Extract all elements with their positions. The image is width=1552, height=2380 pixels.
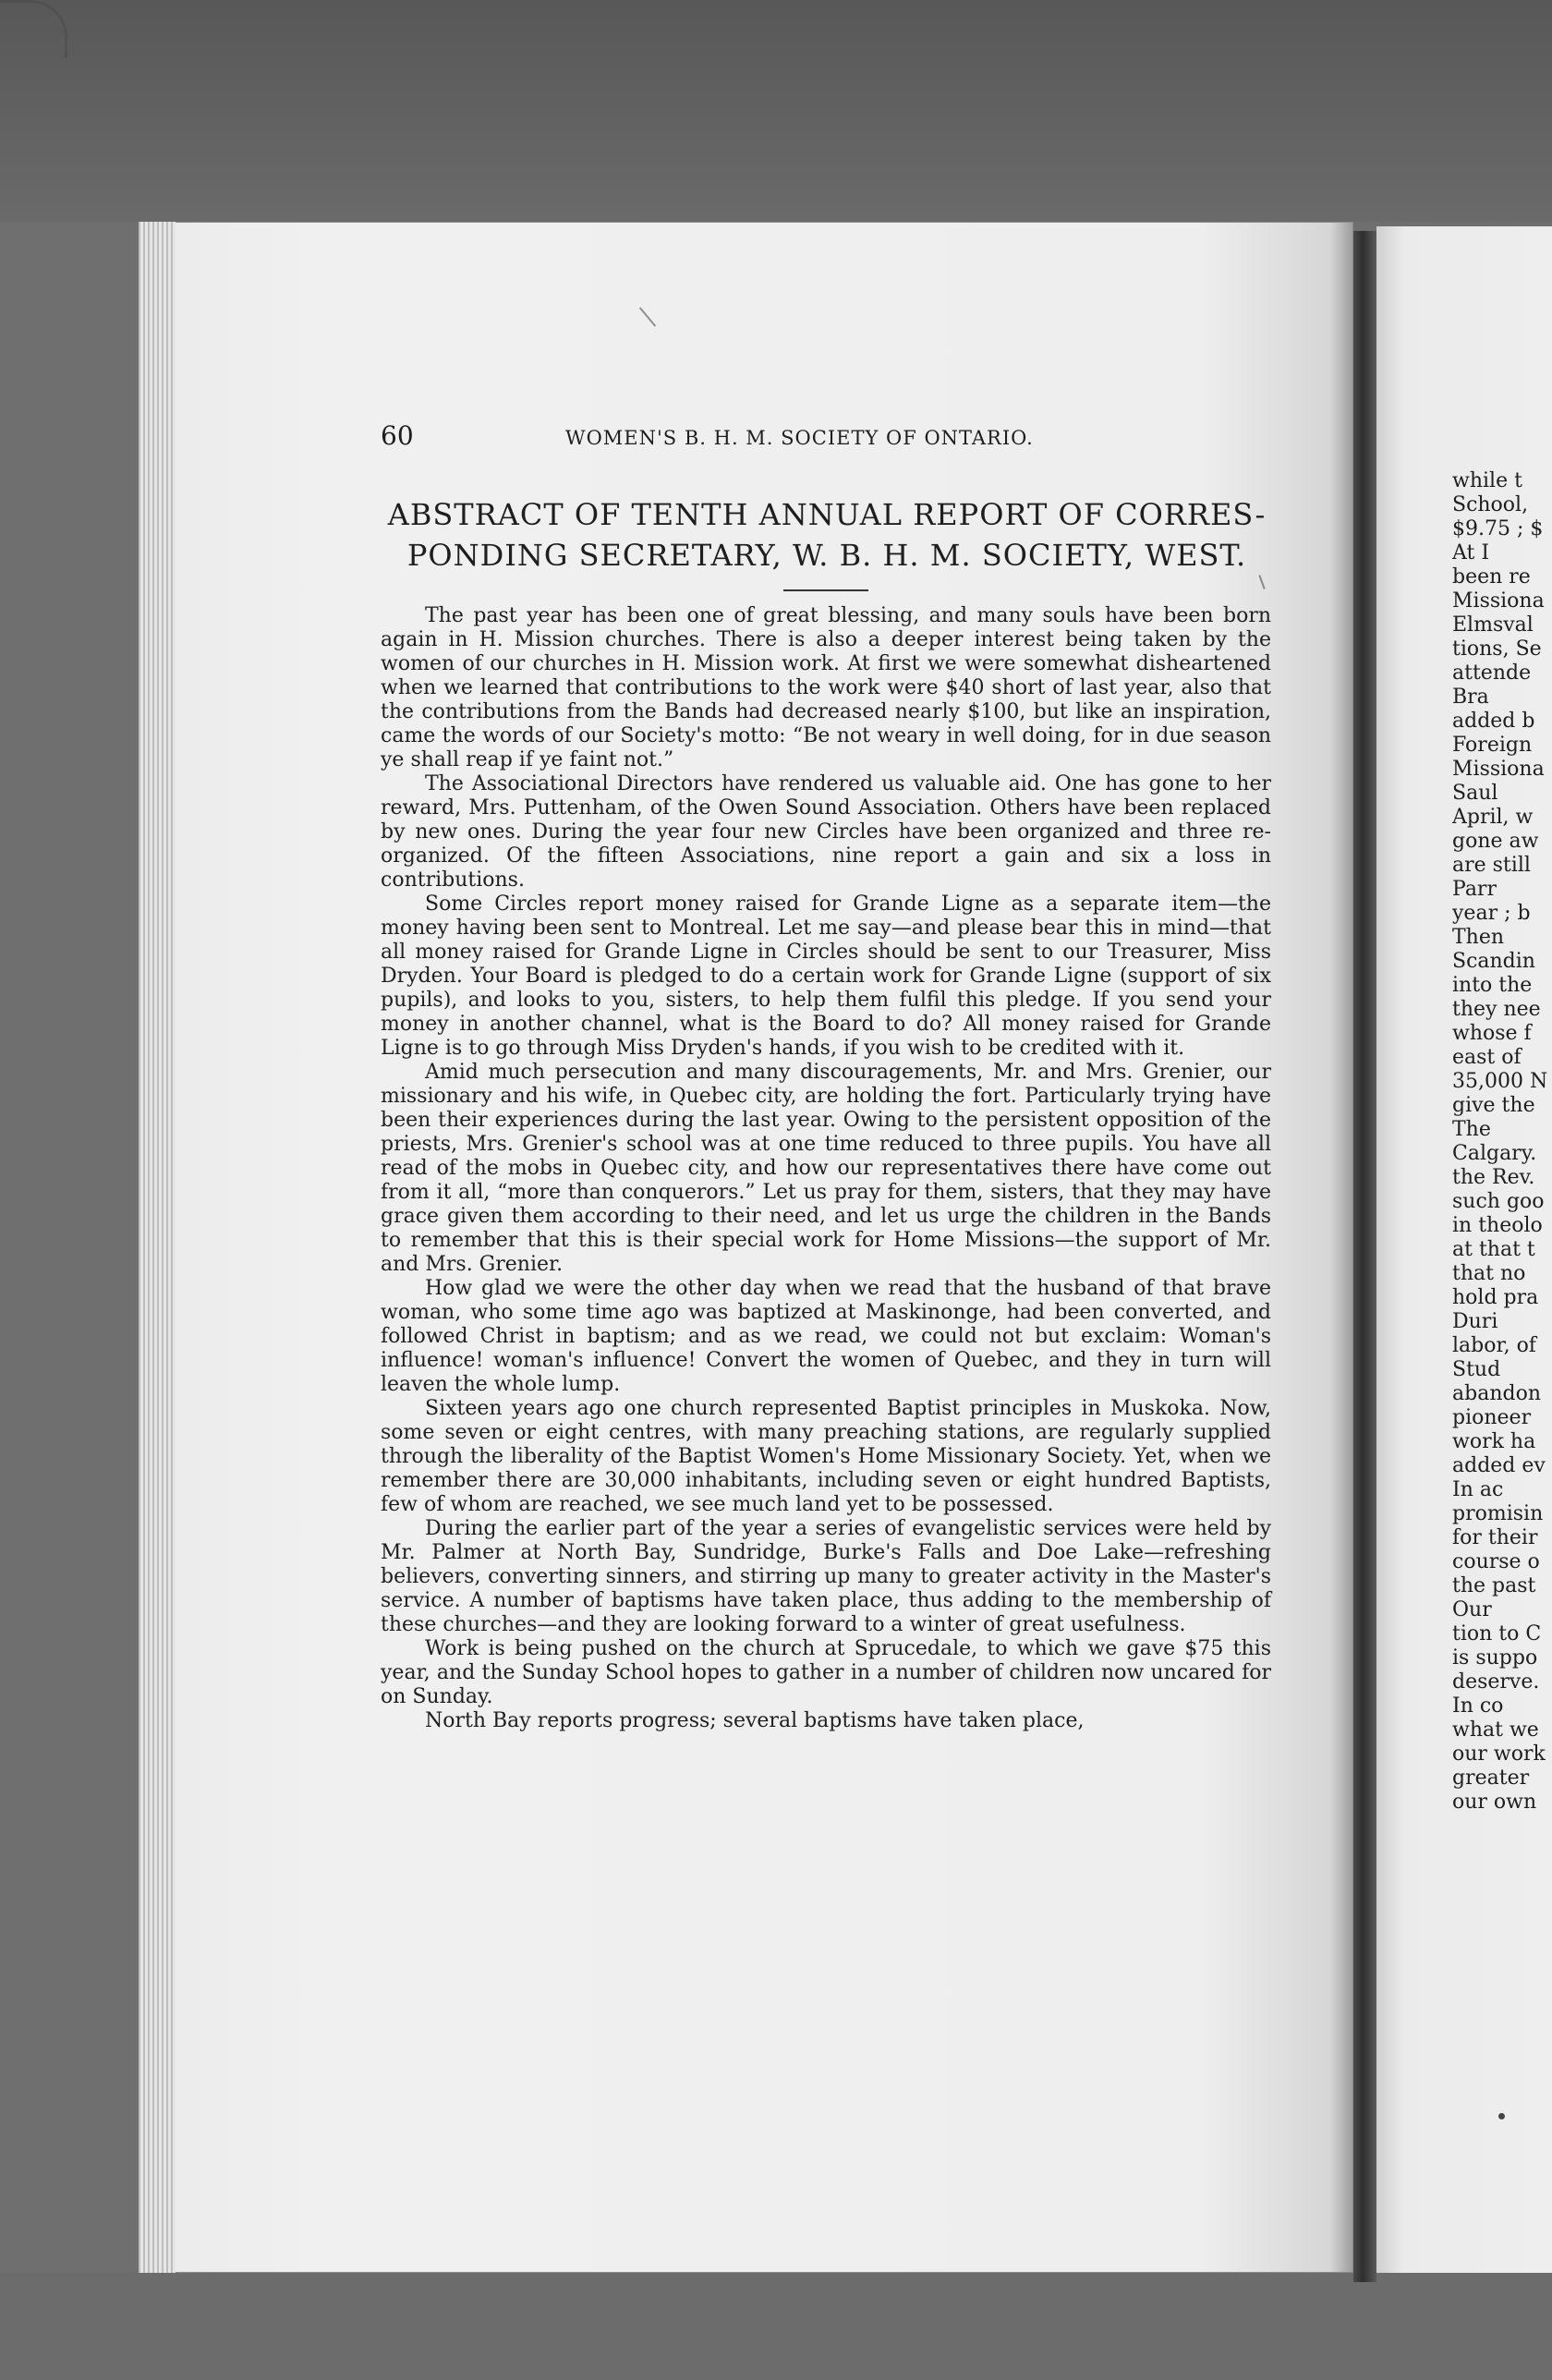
right-page-line: labor, of (1452, 1334, 1536, 1357)
paragraph: Sixteen years ago one church represented Baptist principles in Muskoka. Now, some seven or eight centres, with many preaching stations, are regularly supplied through the liberality of the Baptist Women's Home Missionary Society. Yet, when we remember there are 30,000 inhabitants, including seven or eight hundred Baptists, few of whom are reached, we see much land yet to be possessed. (381, 1397, 1271, 1516)
right-page-line: April, w (1452, 806, 1534, 829)
right-page-line: year ; b (1452, 902, 1531, 925)
right-page-text (1452, 469, 1552, 1815)
right-page-line: that no (1452, 1262, 1526, 1285)
right-page-line: are still (1452, 854, 1531, 877)
right-page-line: in theolo (1452, 1214, 1543, 1237)
right-page-line: the Rev. (1452, 1166, 1535, 1189)
book-spine (1353, 231, 1376, 2282)
right-page-line: they nee (1452, 998, 1541, 1021)
right-page-line: Elmsval (1452, 613, 1534, 637)
paragraph: The Associational Directors have rendered us valuable aid. One has gone to her reward, Mrs. Puttenham, of the Owen Sound Association. Others have been replaced by new ones. During the year four new Circles have been organized and three re-organized. Of the fifteen Associations, nine report a gain and six a loss in contributions. (381, 772, 1271, 892)
right-page-line: into the (1452, 974, 1533, 997)
right-page-line: tion to C (1452, 1622, 1542, 1645)
right-page-line: Missiona (1452, 758, 1545, 781)
title-line: ABSTRACT OF TENTH ANNUAL REPORT OF CORRES- (387, 497, 1267, 532)
right-page-line: The (1452, 1118, 1491, 1141)
right-page-line: Missiona (1452, 589, 1545, 613)
right-page-line: what we (1452, 1718, 1539, 1742)
scan-background-bottom (0, 2273, 1552, 2380)
paragraph: During the earlier part of the year a series of evangelistic services were held by Mr. Palmer at North Bay, Sundridge, Burke's Falls and Doe Lake—refreshing believers, converting sinners, and stirring up many to greater activity in the Master's service. A number of baptisms have taken place, thus adding to the membership of these churches—and they are looking forward to a winter of great usefulness. (381, 1517, 1271, 1636)
right-page-line: abandon (1452, 1382, 1541, 1405)
right-page-line: added b (1452, 710, 1535, 733)
right-page-line: tions, Se (1452, 638, 1542, 661)
right-page-line: the past (1452, 1574, 1536, 1597)
right-page-line: course o (1452, 1550, 1540, 1573)
right-page-line: whose f (1452, 1022, 1532, 1045)
right-page-line: Our (1452, 1598, 1492, 1621)
right-page-line: work ha (1452, 1430, 1536, 1453)
right-page-line: deserve. (1452, 1670, 1540, 1694)
scan-background-top (0, 0, 1552, 222)
right-page-line: added ev (1452, 1454, 1546, 1477)
right-page-line: east of (1452, 1046, 1522, 1069)
paragraph: Some Circles report money raised for Grande Ligne as a separate item—the money having been sent to Montreal. Let me say—and please bear this in mind—that all money raised for Grande Ligne in Circles should be sent to our Treasurer, Miss Dryden. Your Board is pledged to do a certain work for Grande Ligne (support of six pupils), and looks to you, sisters, to help them fulfil this pledge. If you send your money in another channel, what is the Board to do? All money raised for Grande Ligne is to go through Miss Dryden's hands, if you wish to be credited with it. (381, 892, 1271, 1060)
right-page-line: Saul (1452, 782, 1498, 805)
right-page-line: our own (1452, 1791, 1537, 1814)
right-page-line: Foreign (1452, 734, 1533, 757)
right-page-line: Calgary. (1452, 1142, 1537, 1165)
right-page-line: while t (1452, 469, 1522, 492)
ink-spot (1498, 2113, 1505, 2119)
right-page-line: such goo (1452, 1190, 1545, 1213)
right-page-line: $9.75 ; $ (1452, 517, 1544, 540)
right-page-line: hold pra (1452, 1286, 1539, 1309)
right-page-line: In co (1452, 1694, 1504, 1718)
right-page-line: is suppo (1452, 1646, 1538, 1670)
right-page-line: give the (1452, 1094, 1535, 1117)
paragraph: The past year has been one of great blessing, and many souls have been born again in H. Mission churches. There is also a deeper interest being taken by the women of our churches in H. Mission work. At first we were somewhat disheartened when we learned that contributions to the work were $40 short of last year, also that the contributions from the Bands had decreased nearly $100, but like an inspiration, came the words of our Society's motto: “Be not weary in well doing, for in due season ye shall reap if ye faint not.” (381, 604, 1271, 771)
right-page-line: Bra (1452, 686, 1489, 709)
title-divider (783, 589, 868, 591)
running-head: WOMEN'S B. H. M. SOCIETY OF ONTARIO. (565, 427, 1034, 449)
paragraph: Amid much persecution and many discouragements, Mr. and Mrs. Grenier, our missionary and his wife, in Quebec city, are holding the fort. Particularly trying have been their experiences during the last year. Owing to the persistent opposition of the priests, Mrs. Grenier's school was at one time reduced to three pupils. You have all read of the mobs in Quebec city, and how our representatives there have come out from it all, “more than conquerors.” Let us pray for them, sisters, that they may have grace given them according to their need, and let us urge the children in the Bands to remember that this is their special work for Home Missions—the support of Mr. and Mrs. Grenier. (381, 1061, 1271, 1276)
paragraph: North Bay reports progress; several baptisms have taken place, (425, 1709, 1085, 1732)
report-body (381, 604, 1271, 1733)
right-page-line: Stud (1452, 1358, 1501, 1381)
right-page-line: In ac (1452, 1478, 1504, 1501)
title-line: PONDING SECRETARY, W. B. H. M. SOCIETY, WEST. (406, 538, 1247, 573)
right-page-line: been re (1452, 565, 1531, 589)
page-title (370, 494, 1284, 576)
right-page-line: for their (1452, 1526, 1538, 1549)
paragraph: Work is being pushed on the church at Sprucedale, to which we gave $75 this year, and the Sunday School hopes to gather in a number of children now uncared for on Sunday. (381, 1637, 1271, 1708)
right-page-line: 35,000 N (1452, 1070, 1548, 1093)
right-page-line: gone aw (1452, 830, 1539, 853)
right-page-line: promisin (1452, 1502, 1544, 1525)
right-page-line: School, (1452, 493, 1529, 516)
right-page-line: Then (1452, 926, 1505, 949)
right-page-line: Parr (1452, 878, 1497, 901)
page-number: 60 (381, 420, 414, 451)
right-page-line: greater (1452, 1767, 1530, 1790)
paragraph: How glad we were the other day when we read that the husband of that brave woman, who some time ago was baptized at Maskinonge, had been converted, and followed Christ in baptism; and as we read, we could not but exclaim: Woman's influence! woman's influence! Convert the women of Quebec, and they in turn will leaven the whole lump. (381, 1277, 1271, 1396)
right-page-line: At I (1452, 541, 1490, 565)
right-page-line: at that t (1452, 1238, 1535, 1261)
right-page-line: our work (1452, 1742, 1546, 1766)
right-page-line: Scandin (1452, 950, 1535, 973)
right-page-line: Duri (1452, 1310, 1498, 1333)
right-page-line: attende (1452, 662, 1532, 685)
right-page-line: pioneer (1452, 1406, 1532, 1429)
page-edges (139, 222, 176, 2273)
